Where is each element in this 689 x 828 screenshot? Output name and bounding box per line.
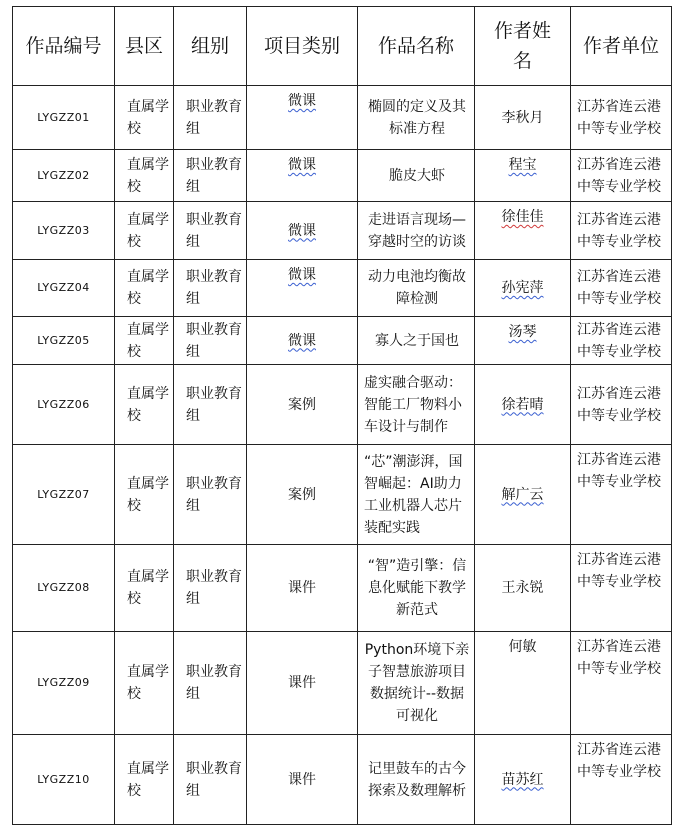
cell-unit: 江苏省连云港中等专业学校 — [571, 260, 672, 317]
cell-type — [247, 86, 358, 150]
table-row — [13, 86, 672, 150]
cell-county: 直属学校 — [115, 545, 174, 632]
cell-type: 案例 — [247, 365, 358, 445]
header-name: 作品名称 — [358, 7, 475, 86]
header-id: 作品编号 — [13, 7, 115, 86]
cell-group: 职业教育组 — [174, 150, 247, 202]
cell-author-text: 孙宪萍 — [501, 280, 544, 296]
cell-type: 课件 — [247, 632, 358, 735]
cell-county: 直属学校 — [115, 317, 174, 365]
cell-name: 寡人之于国也 — [358, 317, 475, 365]
cell-name: Python环境下亲子智慧旅游项目数据统计--数据可视化 — [358, 632, 475, 735]
cell-type: 课件 — [247, 735, 358, 825]
cell-author-text: 解广云 — [501, 486, 544, 503]
cell-unit: 江苏省连云港中等专业学校 — [571, 545, 672, 632]
cell-author-text: 汤琴 — [508, 324, 537, 340]
table-row — [13, 632, 672, 735]
cell-group: 职业教育组 — [174, 735, 247, 825]
cell-name: “智”造引擎：信息化赋能下教学新范式 — [358, 545, 475, 632]
cell-county: 直属学校 — [115, 735, 174, 825]
table-row — [13, 202, 672, 260]
cell-author — [475, 317, 571, 365]
cell-type: 案例 — [247, 445, 358, 545]
cell-unit: 江苏省连云港中等专业学校 — [571, 632, 672, 735]
cell-unit: 江苏省连云港中等专业学校 — [571, 317, 672, 365]
cell-group: 职业教育组 — [174, 317, 247, 365]
cell-id: LYGZZ04 — [13, 260, 115, 317]
cell-unit: 江苏省连云港中等专业学校 — [571, 445, 672, 545]
cell-county: 直属学校 — [115, 150, 174, 202]
cell-county: 直属学校 — [115, 365, 174, 445]
cell-name: 动力电池均衡故障检测 — [358, 260, 475, 317]
cell-name: 走进语言现场—穿越时空的访谈 — [358, 202, 475, 260]
cell-author — [475, 260, 571, 317]
cell-author — [475, 150, 571, 202]
cell-author-text: 徐佳佳 — [501, 209, 544, 225]
cell-unit: 江苏省连云港中等专业学校 — [571, 202, 672, 260]
header-row — [13, 7, 672, 86]
cell-author — [475, 445, 571, 545]
cell-county: 直属学校 — [115, 86, 174, 150]
cell-group: 职业教育组 — [174, 260, 247, 317]
cell-id: LYGZZ05 — [13, 317, 115, 365]
cell-group: 职业教育组 — [174, 632, 247, 735]
cell-group: 职业教育组 — [174, 365, 247, 445]
cell-author: 何敏 — [475, 632, 571, 735]
cell-unit: 江苏省连云港中等专业学校 — [571, 735, 672, 825]
cell-author: 李秋月 — [475, 86, 571, 150]
table-row — [13, 545, 672, 632]
cell-id: LYGZZ03 — [13, 202, 115, 260]
table-row — [13, 260, 672, 317]
cell-type-text: 微课 — [288, 222, 316, 239]
cell-author-text: 徐若晴 — [501, 396, 544, 413]
header-unit: 作者单位 — [571, 7, 672, 86]
cell-type — [247, 202, 358, 260]
header-author: 作者姓名 — [475, 7, 571, 86]
works-table — [12, 6, 672, 825]
cell-county: 直属学校 — [115, 632, 174, 735]
cell-name: 脆皮大虾 — [358, 150, 475, 202]
cell-type — [247, 317, 358, 365]
cell-name: “芯”潮澎湃，国智崛起：AI助力工业机器人芯片装配实践 — [358, 445, 475, 545]
cell-unit: 江苏省连云港中等专业学校 — [571, 86, 672, 150]
cell-author — [475, 202, 571, 260]
cell-type-text: 微课 — [288, 157, 316, 173]
cell-unit: 江苏省连云港中等专业学校 — [571, 150, 672, 202]
cell-author — [475, 365, 571, 445]
cell-author — [475, 735, 571, 825]
cell-group: 职业教育组 — [174, 202, 247, 260]
cell-group: 职业教育组 — [174, 86, 247, 150]
header-type: 项目类别 — [247, 7, 358, 86]
cell-id: LYGZZ07 — [13, 445, 115, 545]
cell-unit: 江苏省连云港中等专业学校 — [571, 365, 672, 445]
table-row — [13, 317, 672, 365]
cell-type-text: 微课 — [288, 267, 316, 283]
cell-type: 课件 — [247, 545, 358, 632]
cell-id: LYGZZ09 — [13, 632, 115, 735]
cell-type-text: 微课 — [288, 93, 316, 109]
cell-group: 职业教育组 — [174, 445, 247, 545]
table-row — [13, 365, 672, 445]
cell-type-text: 微课 — [288, 332, 316, 349]
cell-name: 记里鼓车的古今探索及数理解析 — [358, 735, 475, 825]
cell-county: 直属学校 — [115, 260, 174, 317]
cell-name: 虚实融合驱动：智能工厂物料小车设计与制作 — [358, 365, 475, 445]
cell-county: 直属学校 — [115, 445, 174, 545]
cell-id: LYGZZ06 — [13, 365, 115, 445]
cell-id: LYGZZ10 — [13, 735, 115, 825]
cell-name: 椭圆的定义及其标准方程 — [358, 86, 475, 150]
cell-id: LYGZZ08 — [13, 545, 115, 632]
cell-id: LYGZZ02 — [13, 150, 115, 202]
cell-county: 直属学校 — [115, 202, 174, 260]
table-row — [13, 445, 672, 545]
cell-id: LYGZZ01 — [13, 86, 115, 150]
cell-author-text: 程宝 — [508, 157, 537, 173]
cell-type — [247, 150, 358, 202]
table-row — [13, 150, 672, 202]
cell-author-text: 苗苏红 — [501, 771, 544, 788]
cell-type — [247, 260, 358, 317]
table-row — [13, 735, 672, 825]
header-county: 县区 — [115, 7, 174, 86]
header-group: 组别 — [174, 7, 247, 86]
cell-group: 职业教育组 — [174, 545, 247, 632]
cell-author: 王永锐 — [475, 545, 571, 632]
